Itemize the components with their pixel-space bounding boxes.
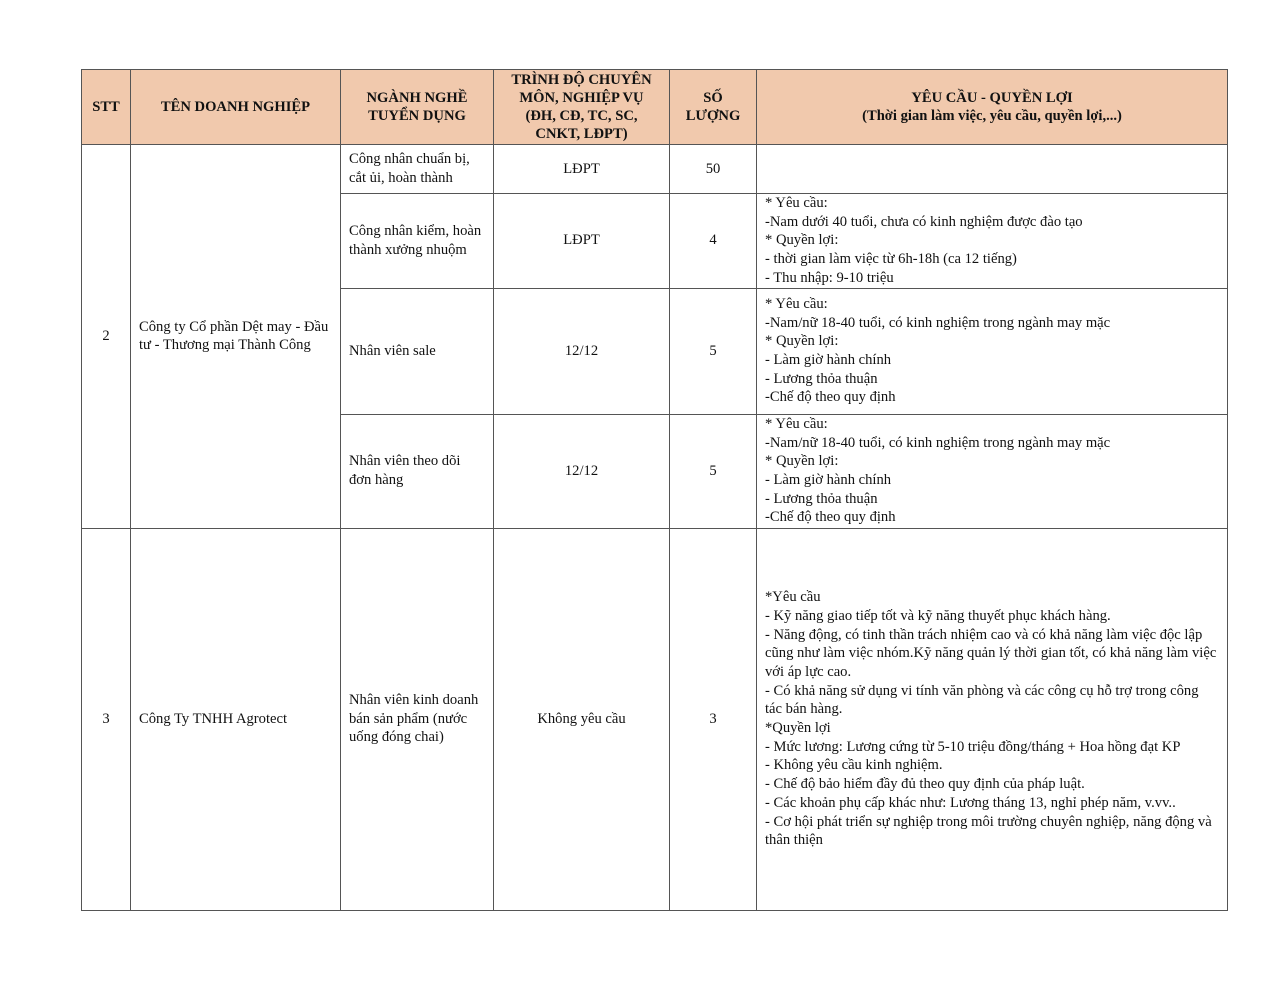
header-job (341, 70, 494, 145)
requirement-line: *Quyền lợi (765, 720, 831, 737)
header-stt: STT (82, 70, 131, 145)
recruitment-table (81, 69, 1228, 911)
requirement-line: * Yêu cầu: (765, 295, 828, 312)
header-level (494, 70, 670, 145)
requirement-line: * Yêu cầu: (765, 195, 828, 211)
requirement-line: - Kỹ năng giao tiếp tốt và kỹ năng thuyết phục khách hàng. (765, 607, 1111, 624)
requirement-line: -Chế độ theo quy định (765, 509, 896, 526)
requirement-line: -Nam/nữ 18-40 tuổi, có kinh nghiệm trong ngành may mặc (765, 314, 1111, 331)
level-cell: 12/12 (494, 414, 670, 528)
stt-cell: 2 (82, 145, 131, 529)
company-name-cell: Công Ty TNHH Agrotect (131, 528, 341, 910)
requirements-cell (757, 528, 1228, 910)
job-cell: Nhân viên theo dõi đơn hàng (341, 414, 494, 528)
requirement-line: - Thu nhập: 9-10 triệu (765, 269, 894, 286)
requirement-line: -Chế độ theo quy định (765, 389, 896, 406)
header-requirements (757, 70, 1228, 145)
requirement-line: - Làm giờ hành chính (765, 352, 892, 369)
requirement-line: - Không yêu cầu kinh nghiệm. (765, 757, 943, 774)
requirement-line: - thời gian làm việc từ 6h-18h (ca 12 tiếng) (765, 251, 1017, 268)
header-job-line: NGÀNH NGHỀ (366, 90, 468, 106)
requirement-line: * Quyền lợi: (765, 232, 839, 249)
requirement-line: - Có khả năng sử dụng vi tính văn phòng và các công cụ hỗ trợ trong công tác bán hàng. (765, 682, 1199, 718)
header-quantity (670, 70, 757, 145)
requirements-cell (757, 194, 1228, 289)
company-name-cell: Công ty Cổ phần Dệt may - Đầu tư - Thương mại Thành Công (131, 145, 341, 529)
header-level-line: CNKT, LĐPT) (535, 126, 628, 142)
level-cell: LĐPT (494, 145, 670, 194)
requirement-line: -Nam dưới 40 tuổi, chưa có kinh nghiệm được đào tạo (765, 213, 1083, 230)
table-row (82, 145, 1228, 194)
requirement-line: * Yêu cầu: (765, 415, 828, 432)
requirement-line: - Chế độ bảo hiểm đầy đủ theo quy định của pháp luật. (765, 776, 1085, 793)
requirement-line: * Quyền lợi: (765, 333, 839, 350)
job-cell: Nhân viên kinh doanh bán sản phẩm (nước uống đóng chai) (341, 528, 494, 910)
requirement-line: - Năng động, có tinh thần trách nhiệm cao và có khả năng làm việc độc lập cũng như làm việc nhóm.Kỹ năng quản lý thời gian tốt, có khả năng làm việc với áp lực cao. (765, 626, 1217, 680)
header-job-line: TUYỂN DỤNG (368, 108, 466, 124)
header-company: TÊN DOANH NGHIỆP (131, 70, 341, 145)
header-level-line: (ĐH, CĐ, TC, SC, (525, 108, 638, 124)
level-cell: Không yêu cầu (494, 528, 670, 910)
quantity-cell: 50 (670, 145, 757, 194)
requirement-line: *Yêu cầu (765, 589, 821, 606)
job-cell: Công nhân chuẩn bị, cắt ủi, hoàn thành (341, 145, 494, 194)
header-level-line: MÔN, NGHIỆP VỤ (519, 90, 644, 106)
header-requirements-line: (Thời gian làm việc, yêu cầu, quyền lợi,...) (862, 108, 1122, 124)
level-cell: LĐPT (494, 194, 670, 289)
quantity-cell: 5 (670, 288, 757, 414)
table-row (82, 528, 1228, 910)
quantity-cell: 4 (670, 194, 757, 289)
table-body (82, 145, 1228, 911)
stt-cell: 3 (82, 528, 131, 910)
requirement-line: -Nam/nữ 18-40 tuổi, có kinh nghiệm trong ngành may mặc (765, 434, 1111, 451)
requirement-line: * Quyền lợi: (765, 453, 839, 470)
requirements-cell (757, 145, 1228, 194)
job-cell: Nhân viên sale (341, 288, 494, 414)
table-header (82, 70, 1228, 145)
requirement-line: - Mức lương: Lương cứng từ 5-10 triệu đồng/tháng + Hoa hồng đạt KP (765, 738, 1181, 755)
requirement-line: - Lương thỏa thuận (765, 370, 878, 387)
requirements-cell (757, 288, 1228, 414)
level-cell: 12/12 (494, 288, 670, 414)
requirement-line: - Cơ hội phát triển sự nghiệp trong môi trường chuyên nghiệp, năng động và thân thiện (765, 813, 1212, 849)
requirement-line: - Các khoản phụ cấp khác như: Lương tháng 13, nghỉ phép năm, v.vv.. (765, 794, 1176, 811)
job-cell: Công nhân kiểm, hoàn thành xưởng nhuộm (341, 194, 494, 289)
requirement-line: - Làm giờ hành chính (765, 472, 892, 489)
header-row (82, 70, 1228, 145)
requirements-cell (757, 414, 1228, 528)
header-requirements-line: YÊU CẦU - QUYỀN LỢI (911, 90, 1073, 106)
requirement-line: - Lương thỏa thuận (765, 490, 878, 507)
header-level-line: TRÌNH ĐỘ CHUYÊN (511, 72, 652, 88)
quantity-cell: 5 (670, 414, 757, 528)
header-quantity-line: SỐ (703, 90, 723, 106)
header-quantity-line: LƯỢNG (685, 108, 741, 124)
quantity-cell: 3 (670, 528, 757, 910)
